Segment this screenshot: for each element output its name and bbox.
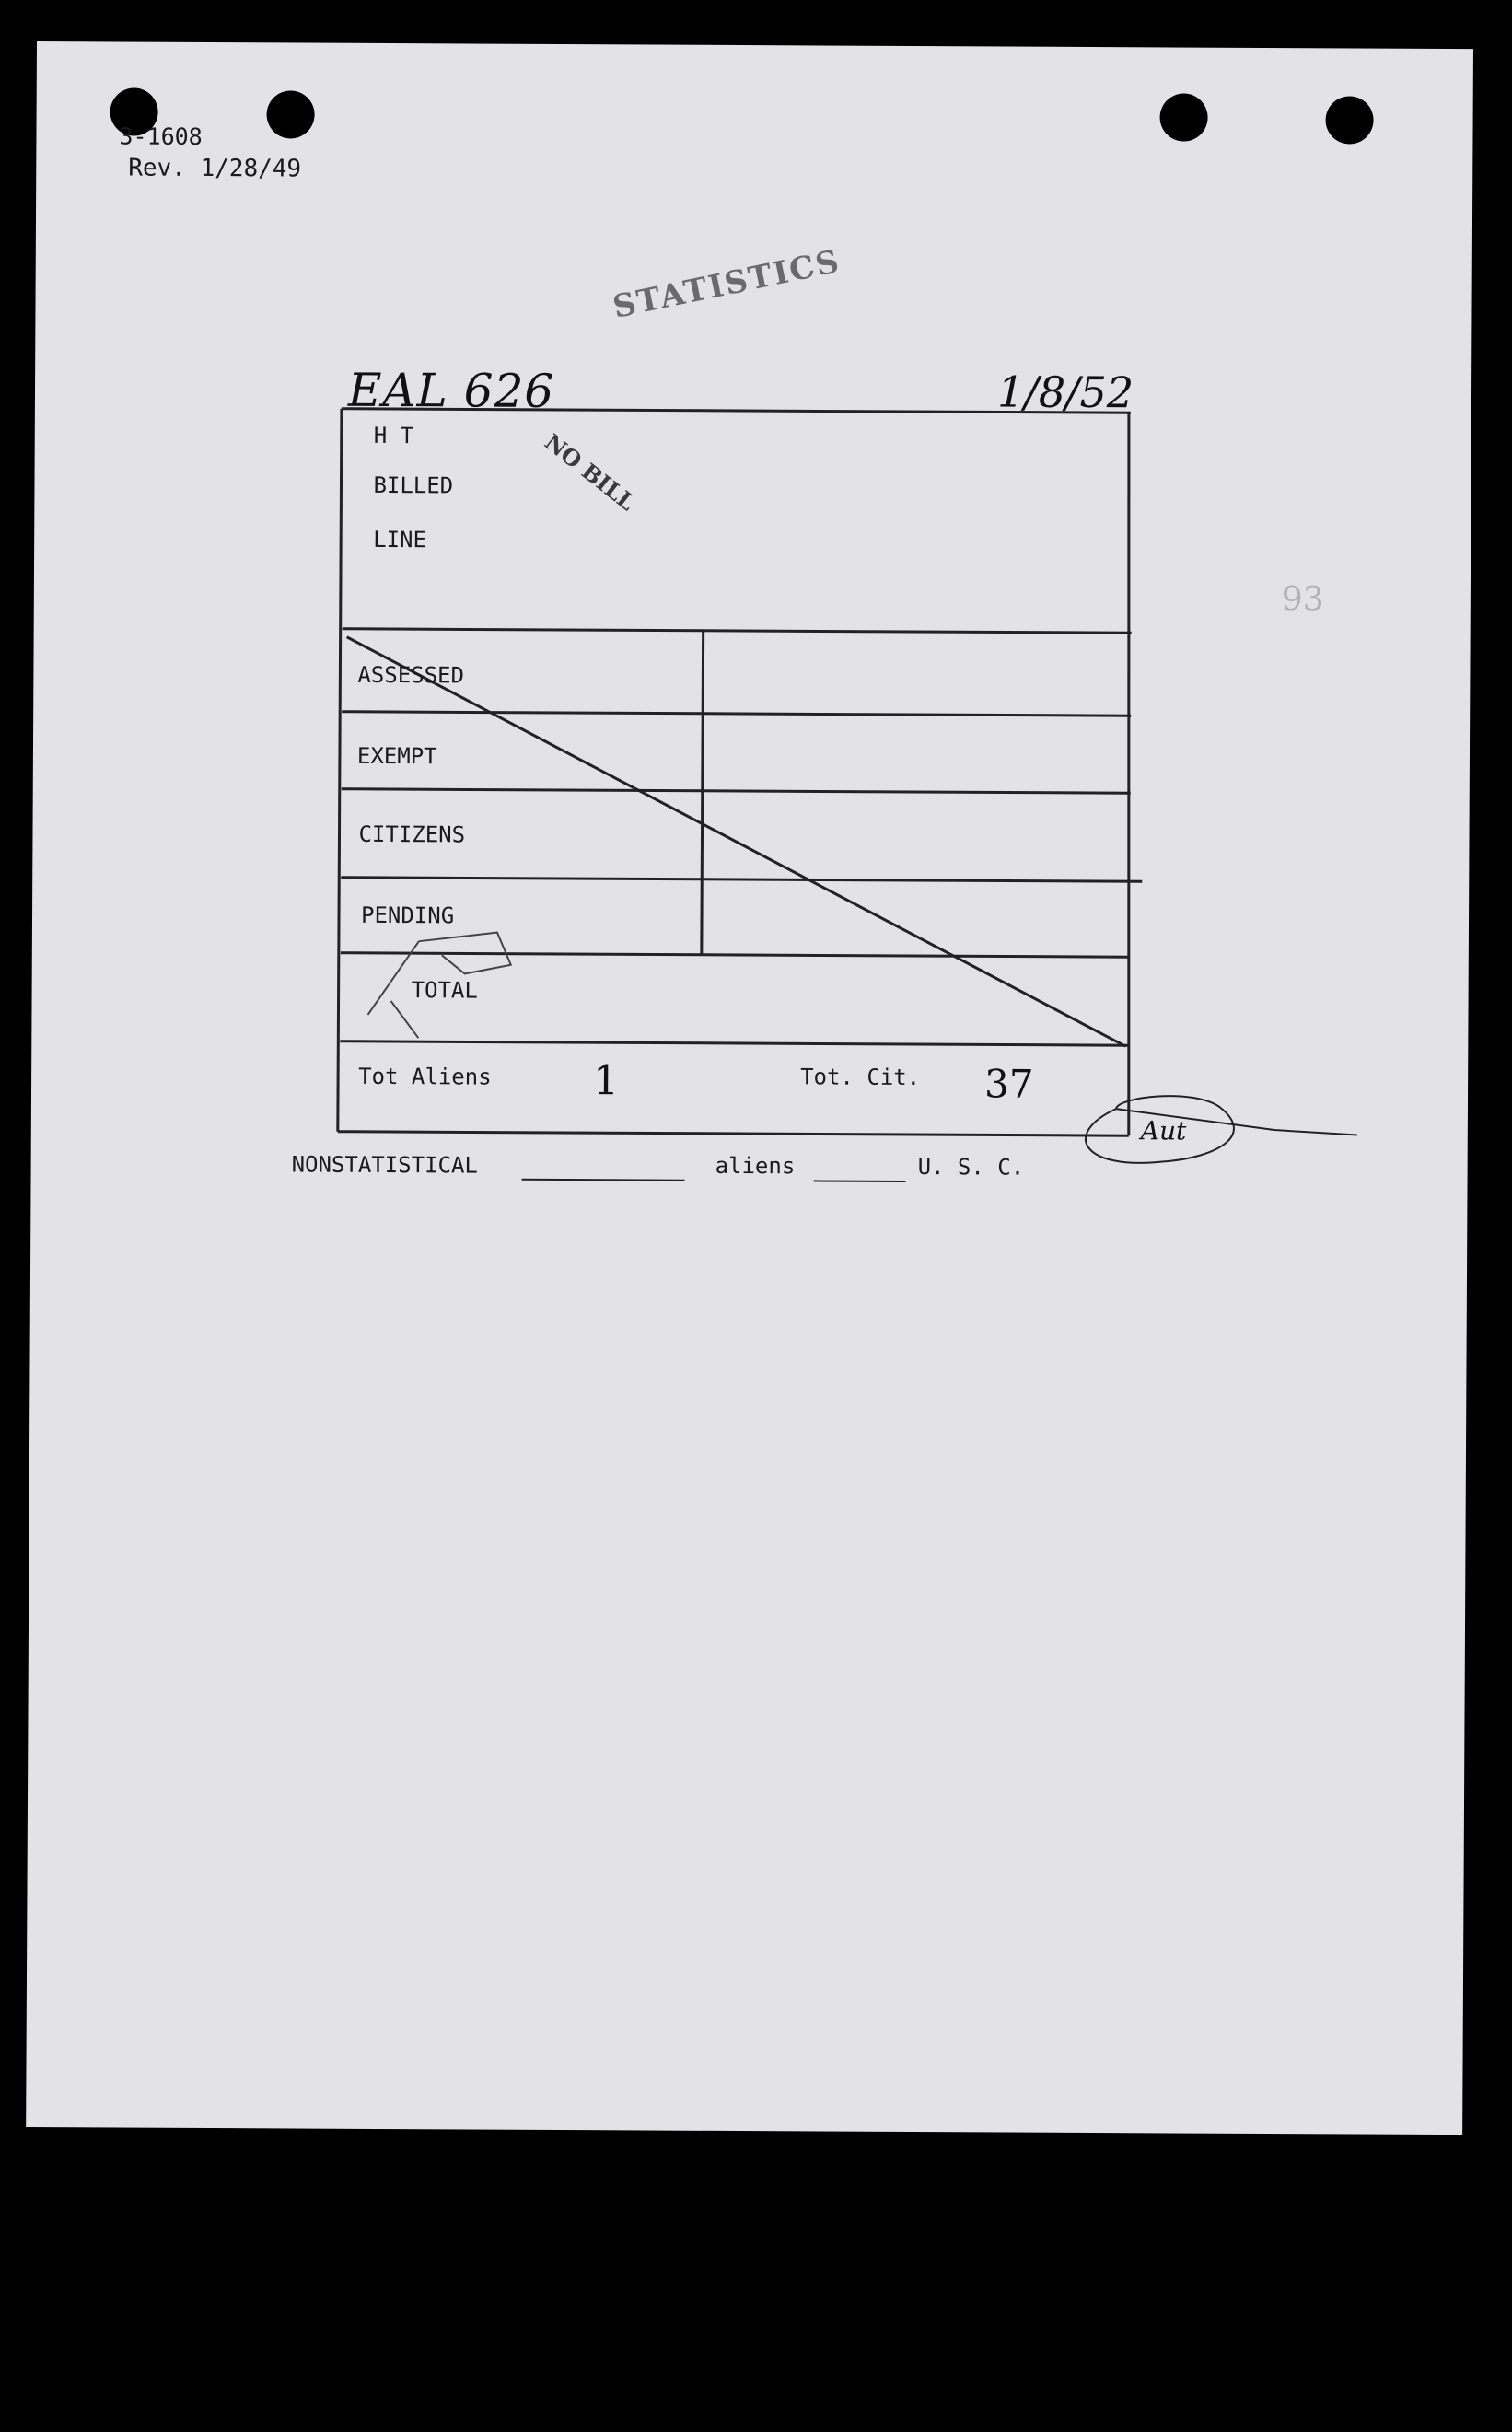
tot-cit-value: 37 xyxy=(983,1061,1034,1107)
date: 1/8/52 xyxy=(996,367,1134,418)
row-citizens: CITIZENS xyxy=(358,820,466,848)
row-pending: PENDING xyxy=(360,902,455,929)
header-line-line: LINE xyxy=(373,526,427,553)
initials-loop xyxy=(1086,1096,1357,1164)
nonstatistical-label: NONSTATISTICAL xyxy=(291,1151,478,1179)
tot-aliens-value: 1 xyxy=(592,1057,620,1105)
row-exempt: EXEMPT xyxy=(356,742,437,770)
row-assessed: ASSESSED xyxy=(357,661,465,689)
statistics-stamp: STATISTICS xyxy=(610,242,844,326)
tot-aliens-label: Tot Aliens xyxy=(358,1063,492,1090)
no-bill-stamp: NO BILL xyxy=(540,428,641,517)
usc-label: U. S. C. xyxy=(917,1154,1025,1181)
file-code: EAL 626 xyxy=(347,363,555,418)
form-revision: Rev. 1/28/49 xyxy=(128,154,302,183)
form-grid xyxy=(26,41,1473,2135)
header-line-billed: BILLED xyxy=(373,471,454,499)
row-total: TOTAL xyxy=(411,977,478,1004)
header-line-ht: H T xyxy=(373,422,414,449)
initials: Aut xyxy=(1140,1115,1187,1146)
margin-number: 93 xyxy=(1281,580,1324,619)
form-number: 3-1608 xyxy=(119,122,203,150)
aliens-label: aliens xyxy=(715,1152,796,1180)
tot-cit-label: Tot. Cit. xyxy=(800,1064,921,1091)
document-page xyxy=(26,41,1473,2135)
